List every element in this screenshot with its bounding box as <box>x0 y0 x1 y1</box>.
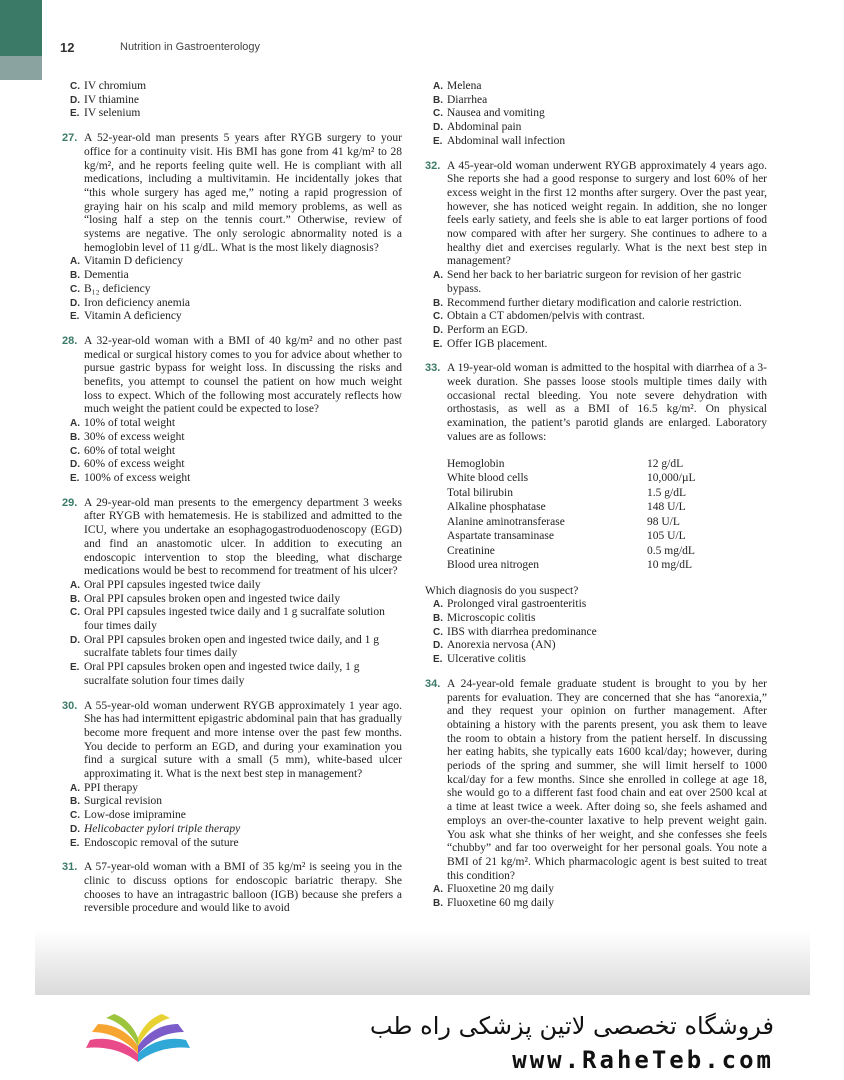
question-31 <box>62 861 402 916</box>
question-stem: A 52-year-old man presents 5 years after RYGB surgery to your office for a continuity visit. His BMI has gone from 41 kg/m² to 28 kg/m², and he reports feeling quite well. He is compliant with all medications, including a multivitamin. He incidentally jokes that “this whole surgery has aged me,” noting a rapid progression of graying hair on his scalp and mild memory problems, as well as “losing half a step on the tennis court.” Otherwise, review of systems are negative. The only serologic abnormality noted is a hemoglobin level of 11 g/dL. What is the most likely diagnosis? <box>84 132 402 254</box>
option: D. Iron deficiency anemia <box>70 296 190 309</box>
option: C. Nausea and vomiting <box>433 107 545 120</box>
question-26-continued <box>62 80 402 121</box>
right-column <box>425 80 767 922</box>
question-stem: A 29-year-old man presents to the emergency department 3 weeks after RYGB with hematemesis. He is stabilized and admitted to the ICU, where you undertake an esophagogastroduodenoscopy (EGD) and find an anastomotic ulcer. In addition to executing an endoscopic intervention to stop the bleeding, what discharge medications would be best to recommend for treatment of his ulcer? <box>84 496 402 578</box>
question-number: 32. <box>425 159 441 172</box>
lab-row: Aspartate transaminase 105 U/L <box>447 530 686 543</box>
lab-row: Alanine aminotransferase 98 U/L <box>447 515 680 528</box>
option: B. 30% of excess weight <box>70 430 185 443</box>
question-30 <box>62 700 402 851</box>
option: D. 60% of excess weight <box>70 458 185 471</box>
option: B. Microscopic colitis <box>433 611 536 624</box>
lab-row: Hemoglobin 12 g/dL <box>447 457 684 470</box>
option: A. Prolonged viral gastroenteritis <box>433 598 587 611</box>
lab-row: Total bilirubin 1.5 g/dL <box>447 486 686 499</box>
option: B. Recommend further dietary modification and calorie restriction. <box>433 296 742 309</box>
question-stem: A 45-year-old woman underwent RYGB approximately 4 years ago. She reports she had a good response to surgery and lost 60% of her excess weight in the first 12 months after surgery. Over the past year, however, she has noticed weight regain. In addition, she no longer feels early satiety, and feels she is able to eat larger portions of food now compared with after her surgery. She continues to adhere to a healthy diet and exercises regularly. What is the next best step in management? <box>447 159 767 268</box>
question-29 <box>62 497 402 689</box>
lab-values-table <box>447 457 727 573</box>
lab-row: White blood cells 10,000/µL <box>447 472 696 485</box>
question-31-continued <box>425 80 767 149</box>
option: E. Ulcerative colitis <box>433 653 526 666</box>
question-stem: A 57-year-old woman with a BMI of 35 kg/m² is seeing you in the clinic to discuss options for endoscopic bariatric therapy. She chooses to have an intragastric balloon (IGB) because she prefers a reversible procedure and would like to avoid <box>84 861 402 915</box>
question-stem: A 24-year-old female graduate student is brought to you by her parents for evaluation. They are concerned that she has “anorexia,” and they request your opinion on further management. After obtaining a history with the parents present, you ask them to leave the room to obtain a history from the patient herself. In discussing her eating habits, she typically eats 1600 kcal/day; however, during periods of the spring and summer, she will limit herself to 1000 kcal/day for a few months. Since she enrolled in college at age 18, she would go to a different fast food chain and eat over 2500 kcal at a time at least twice a week. After doing so, she feels ashamed and employs an over-the-counter laxative to help prevent weight gain. You ask what she thinks of her weight, and she confesses she feels “chubby” and far too overweight for her personal goals. You note a BMI of 21 kg/m². Which pharmacologic agent is best suited to treat this condition? <box>447 677 767 882</box>
option: B. Fluoxetine 60 mg daily <box>433 897 555 910</box>
option: E. Endoscopic removal of the suture <box>70 836 239 849</box>
question-number: 29. <box>62 496 78 509</box>
question-stem: A 32-year-old woman with a BMI of 40 kg/m² and no other past medical or surgical history comes to you for advice about whether to pursue gastric bypass for weight loss. In discussing the risks and benefits, you attempt to counsel the patient on how much weight loss to expect. Which of the following most accurately reflects how much weight the patient could be expected to lose? <box>84 334 402 416</box>
option: B. Oral PPI capsules broken open and ingested twice daily <box>70 592 341 605</box>
option: D. Anorexia nervosa (AN) <box>433 639 556 652</box>
question-34 <box>425 678 767 911</box>
option: B. Surgical revision <box>70 795 163 808</box>
option: D. Helicobacter pylori triple therapy <box>70 822 241 835</box>
shop-url[interactable]: www.RaheTeb.com <box>512 1046 774 1074</box>
option: C. 60% of total weight <box>70 444 176 457</box>
page-fade-overlay <box>35 930 810 995</box>
question-28 <box>62 335 402 486</box>
option: E. 100% of excess weight <box>70 471 191 484</box>
open-book-logo-icon <box>78 1010 198 1075</box>
option: A. Melena <box>433 80 482 92</box>
option: A. 10% of total weight <box>70 417 176 430</box>
chapter-tab-accent <box>0 56 42 80</box>
option: D. IV thiamine <box>70 93 140 106</box>
option: C. Low-dose imipramine <box>70 809 186 822</box>
option: E. Offer IGB placement. <box>433 337 548 350</box>
lab-row: Alkaline phosphatase 148 U/L <box>447 501 686 514</box>
option: A. Oral PPI capsules ingested twice daily <box>70 578 261 591</box>
question-stem: A 19-year-old woman is admitted to the hospital with diarrhea of a 3-week duration. She passes loose stools multiple times daily with occasional rectal bleeding. You note severe dehydration with orthostasis, as well as a BMI of 16.5 kg/m². On physical examination, the patient’s parotid glands are enlarged. Laboratory values are as follows: <box>447 362 767 443</box>
option: A. PPI therapy <box>70 781 138 794</box>
page-number: 12 <box>60 40 75 55</box>
option: C. B₁₂ deficiency <box>70 282 151 295</box>
question-number: 31. <box>62 861 78 874</box>
option: D. Abdominal pain <box>433 121 522 134</box>
question-number: 33. <box>425 362 441 375</box>
running-title: Nutrition in Gastroenterology <box>120 41 261 53</box>
option: E. Abdominal wall infection <box>433 134 566 147</box>
option: A. Send her back to her bariatric surgeon for revision of her gastric bypass. <box>433 269 742 295</box>
option: B. Dementia <box>70 269 129 282</box>
option: D. Perform an EGD. <box>433 323 528 336</box>
question-number: 28. <box>62 334 78 347</box>
question-number: 27. <box>62 132 78 145</box>
option: C. Oral PPI capsules ingested twice daily and 1 g sucralfate solution four times daily <box>70 606 385 633</box>
option: C. IV chromium <box>70 80 147 92</box>
question-number: 30. <box>62 699 78 712</box>
option: E. IV selenium <box>70 107 141 120</box>
left-column <box>62 80 402 927</box>
lab-row: Creatinine 0.5 mg/dL <box>447 544 695 557</box>
question-number: 34. <box>425 677 441 690</box>
option: C. Obtain a CT abdomen/pelvis with contrast. <box>433 310 645 323</box>
shop-name: فروشگاه تخصصی لاتین پزشکی راه طب <box>369 1012 774 1040</box>
option: C. IBS with diarrhea predominance <box>433 625 597 638</box>
question-32 <box>425 160 767 352</box>
option: A. Fluoxetine 20 mg daily <box>433 883 555 896</box>
lab-row: Blood urea nitrogen 10 mg/dL <box>447 559 693 572</box>
question-27 <box>62 132 402 324</box>
option: D. Oral PPI capsules broken open and ingested twice daily, and 1 g sucralfate tablets four times daily <box>70 633 379 660</box>
question-prompt: Which diagnosis do you suspect? <box>425 584 579 597</box>
option: E. Vitamin A deficiency <box>70 310 182 323</box>
option: B. Diarrhea <box>433 93 488 106</box>
question-33 <box>425 362 767 666</box>
chapter-tab <box>0 0 42 56</box>
question-stem: A 55-year-old woman underwent RYGB approximately 1 year ago. She has had intermittent epigastric abdominal pain that has gradually become more frequent and more intense over the past few months. You decide to perform an EGD, and during your examination you find a surgical suture with a small (5 mm), white-based ulcer approximating it. What is the next best step in management? <box>84 699 402 781</box>
option: A. Vitamin D deficiency <box>70 255 183 268</box>
option: E. Oral PPI capsules broken open and ingested twice daily, 1 g sucralfate solution four times daily <box>70 661 360 687</box>
